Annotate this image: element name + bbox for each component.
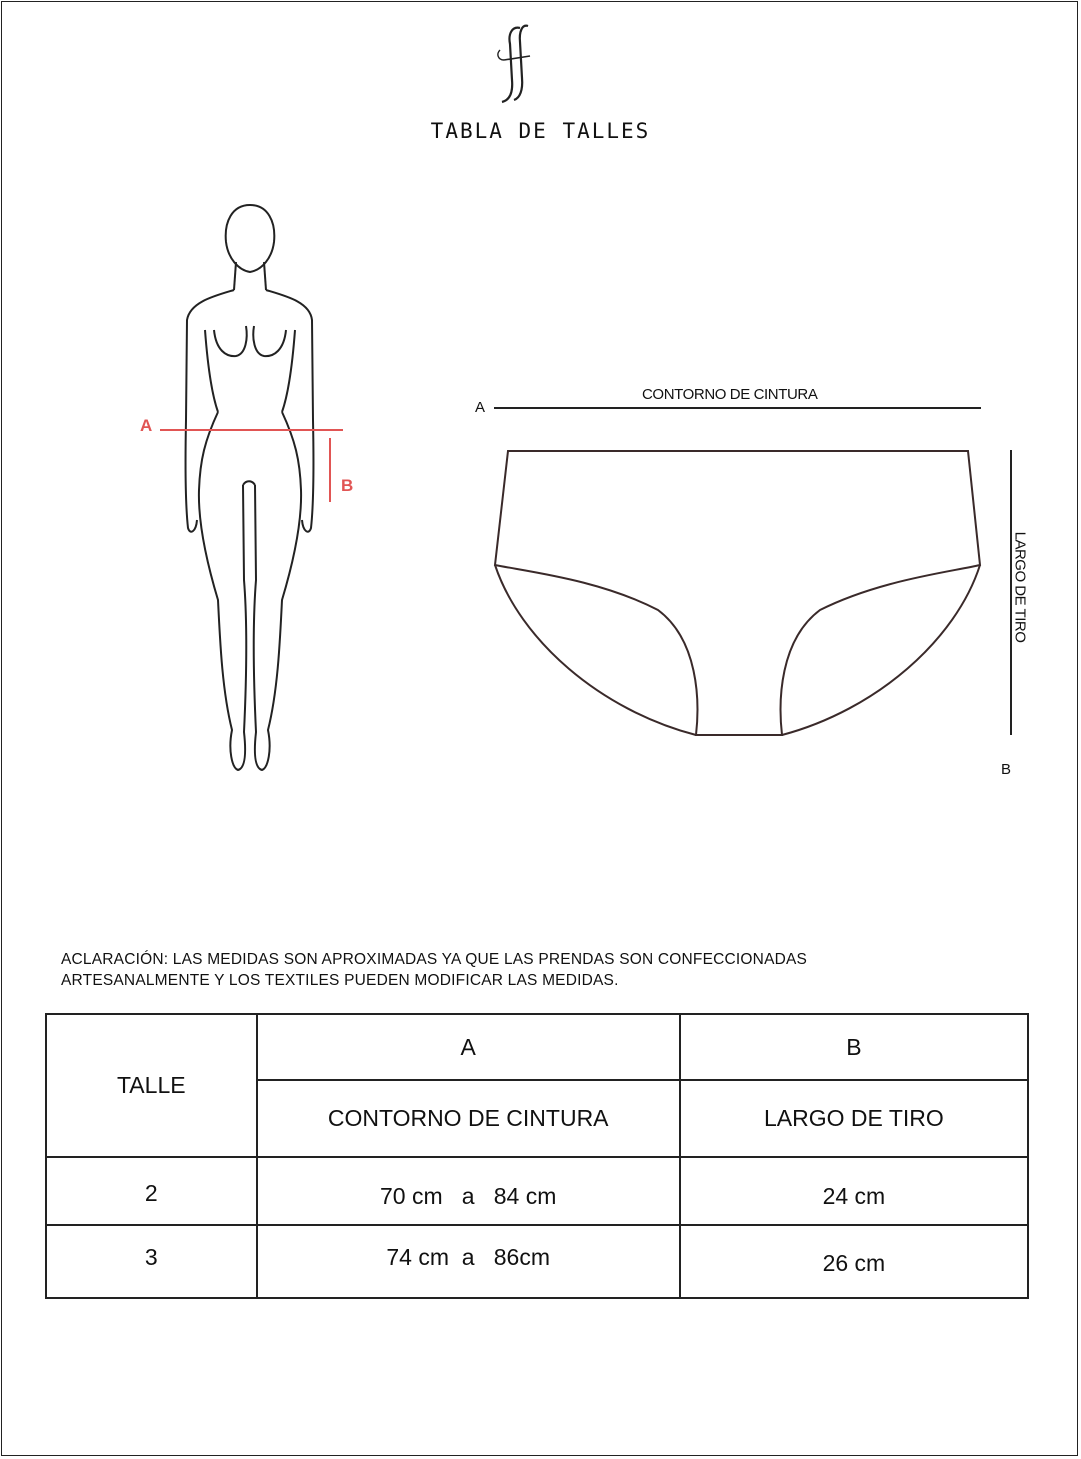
header-talle: TALLE xyxy=(46,1014,257,1157)
waist-label: CONTORNO DE CINTURA xyxy=(642,386,818,403)
row-talle: 2 xyxy=(46,1157,257,1225)
table-row xyxy=(46,1157,1028,1225)
row-talle: 3 xyxy=(46,1225,257,1298)
rise-label: LARGO DE TIRO xyxy=(1011,531,1029,643)
disclaimer-line-2: ARTESANALMENTE Y LOS TEXTILES PUEDEN MODIFICAR LAS MEDIDAS. xyxy=(61,972,619,989)
size-table xyxy=(45,1013,1029,1299)
row-waist: 74 cm a 86cm xyxy=(257,1225,680,1298)
row-rise: 24 cm xyxy=(680,1157,1028,1225)
figure-marker-b: B xyxy=(341,476,354,495)
rise-marker: B xyxy=(1001,761,1012,778)
header-col-a-desc: CONTORNO DE CINTURA xyxy=(257,1080,680,1157)
row-rise: 26 cm xyxy=(680,1225,1028,1298)
figure-marker-a: A xyxy=(140,416,153,435)
header-col-a: A xyxy=(257,1014,680,1080)
disclaimer-line-1: ACLARACIÓN: LAS MEDIDAS SON APROXIMADAS YA QUE LAS PRENDAS SON CONFECCIONADAS xyxy=(61,951,808,968)
body-figure-icon xyxy=(186,205,314,770)
table-header-row xyxy=(46,1014,1028,1080)
page-title: TABLA DE TALLES xyxy=(430,119,651,143)
header-col-b-desc: LARGO DE TIRO xyxy=(680,1080,1028,1157)
waist-marker: A xyxy=(475,399,486,416)
table-row xyxy=(46,1225,1028,1298)
row-waist: 70 cm a 84 cm xyxy=(257,1157,680,1225)
disclaimer-note xyxy=(61,949,961,991)
header-col-b: B xyxy=(680,1014,1028,1080)
briefs-garment-icon xyxy=(495,451,980,735)
